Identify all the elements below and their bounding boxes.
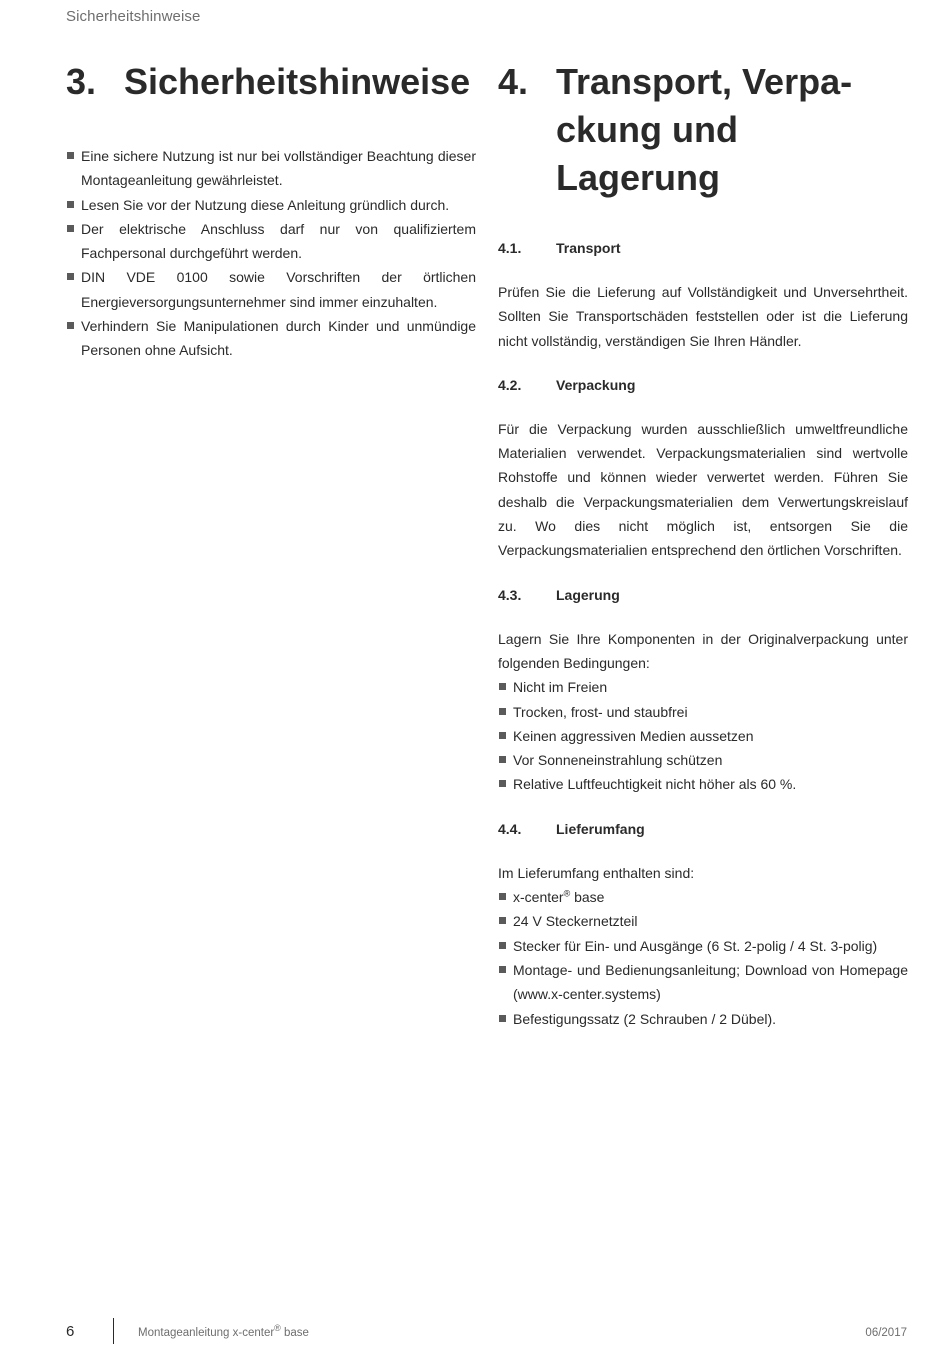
bullet-square-icon: [67, 273, 74, 280]
subsection-number: 4.1.: [498, 240, 522, 256]
safety-list: [66, 144, 476, 363]
bullet-square-icon: [67, 225, 74, 232]
bullet-square-icon: [499, 917, 506, 924]
section-4-title: [556, 58, 908, 202]
list-item-text: [513, 889, 604, 905]
list-item-text: Nicht im Freien: [513, 679, 608, 696]
list-item: [498, 909, 908, 933]
footer-date: 06/2017: [865, 1327, 907, 1339]
subsection-title: Transport: [556, 240, 621, 256]
product-name: x-center: [513, 889, 564, 906]
page-number: 6: [66, 1323, 75, 1340]
section-4-title-line-1: Transport, Verpa-: [556, 61, 853, 102]
footer-title-suffix: base: [280, 1327, 309, 1339]
list-item: [498, 934, 908, 958]
list-item: [498, 1007, 908, 1031]
section-4-heading: [498, 58, 908, 202]
bullet-square-icon: [499, 683, 506, 690]
delivery-list: [498, 885, 908, 1031]
list-item: [498, 772, 908, 796]
list-item-text: 24 V Steckernetzteil: [513, 913, 638, 930]
section-4-title-line-2: ckung und Lagerung: [556, 109, 738, 198]
list-item-text: Lesen Sie vor der Nutzung diese Anleitung gründlich durch.: [81, 196, 450, 213]
running-head: Sicherheitshinweise: [66, 8, 201, 25]
list-item-text: Befestigungssatz (2 Schrauben / 2 Dübel).: [513, 1010, 777, 1027]
list-item-text: Verhindern Sie Manipulationen durch Kinder und unmündige Personen ohne Aufsicht.: [81, 318, 476, 359]
section-4-number: 4.: [498, 61, 529, 102]
registered-mark: ®: [274, 1323, 281, 1334]
footer-title-text: Montageanleitung x-center: [138, 1327, 275, 1339]
section-4-2: [498, 375, 908, 563]
bullet-square-icon: [499, 708, 506, 715]
list-item-text: Trocken, frost- und staubfrei: [513, 703, 688, 720]
left-column: [66, 58, 476, 363]
list-item: [498, 748, 908, 772]
list-item-text: Stecker für Ein- und Ausgänge (6 St. 2-polig / 4 St. 3-polig): [513, 937, 878, 954]
subsection-title: Lieferumfang: [556, 820, 645, 837]
right-column: [498, 58, 908, 1053]
list-item-text: Der elektrische Anschluss darf nur von qualifiziertem Fachpersonal durchgeführt werden.: [81, 220, 476, 262]
list-item: [66, 265, 476, 314]
list-item-text: DIN VDE 0100 sowie Vorschriften der örtlichen Energieversorgungsunternehmer sind immer einzuhalten.: [81, 269, 476, 310]
list-item: [66, 193, 476, 217]
list-item-text: Vor Sonneneinstrahlung schützen: [513, 752, 723, 769]
subsection-number: 4.3.: [498, 586, 522, 603]
subsection-title: Lagerung: [556, 586, 620, 603]
list-item-text: Keinen aggressiven Medien aussetzen: [513, 727, 754, 744]
section-4-1: [498, 238, 908, 353]
list-item: [498, 958, 908, 1007]
list-item-text: Eine sichere Nutzung ist nur bei vollständiger Beachtung dieser Montageanleitung gewährleistet.: [81, 148, 476, 189]
bullet-square-icon: [499, 756, 506, 763]
list-item: [66, 144, 476, 193]
list-item-text: Montage- und Bedienungsanleitung; Download von Homepage (www.x-center.systems): [513, 961, 908, 1003]
list-item: [498, 724, 908, 748]
paragraph: Lagern Sie Ihre Komponenten in der Originalverpackung unter folgenden Bedingungen:: [498, 630, 908, 671]
paragraph: Prüfen Sie die Lieferung auf Vollständigkeit und Unversehrtheit. Sollten Sie Transportschäden feststellen oder ist die Lieferung nicht vollständig, verständigen Sie Ihren Händler.: [498, 284, 908, 349]
product-suffix: base: [570, 889, 605, 906]
paragraph: Für die Verpackung wurden ausschließlich umweltfreundliche Materialien verwendet. Verpackungsmaterialien sind wertvolle Rohstoffe und können wieder verwertet werden. Führen Sie deshalb die Verpackungsmaterialien dem Verwertungskreislauf zu. Wo dies nicht möglich ist, entsorgen Sie die Verpackungsmaterialien entsprechend den örtlichen Vorschriften.: [498, 420, 908, 559]
storage-list: [498, 675, 908, 796]
list-item: [498, 885, 908, 909]
section-4-4: [498, 819, 908, 1031]
bullet-square-icon: [67, 201, 74, 208]
bullet-square-icon: [499, 893, 506, 900]
bullet-square-icon: [499, 780, 506, 787]
subsection-number: 4.4.: [498, 820, 522, 837]
section-3-title: Sicherheitshinweise: [124, 61, 471, 102]
list-item: [66, 217, 476, 266]
bullet-square-icon: [499, 732, 506, 739]
paragraph: Im Lieferumfang enthalten sind:: [498, 864, 695, 881]
footer-divider: [113, 1318, 114, 1344]
subsection-number: 4.2.: [498, 376, 522, 393]
registered-mark: ®: [563, 888, 571, 899]
section-4-3: [498, 585, 908, 797]
list-item: [498, 675, 908, 699]
footer-title: [138, 1323, 309, 1339]
list-item: [498, 700, 908, 724]
list-item: [66, 314, 476, 363]
bullet-square-icon: [67, 152, 74, 159]
bullet-square-icon: [499, 942, 506, 949]
list-item-text: Relative Luftfeuchtigkeit nicht höher als 60 %.: [513, 776, 797, 793]
bullet-square-icon: [67, 322, 74, 329]
bullet-square-icon: [499, 966, 506, 973]
subsection-title: Verpackung: [556, 376, 636, 393]
bullet-square-icon: [499, 1015, 506, 1022]
section-3-heading: [66, 58, 476, 106]
section-3-number: 3.: [66, 61, 97, 102]
